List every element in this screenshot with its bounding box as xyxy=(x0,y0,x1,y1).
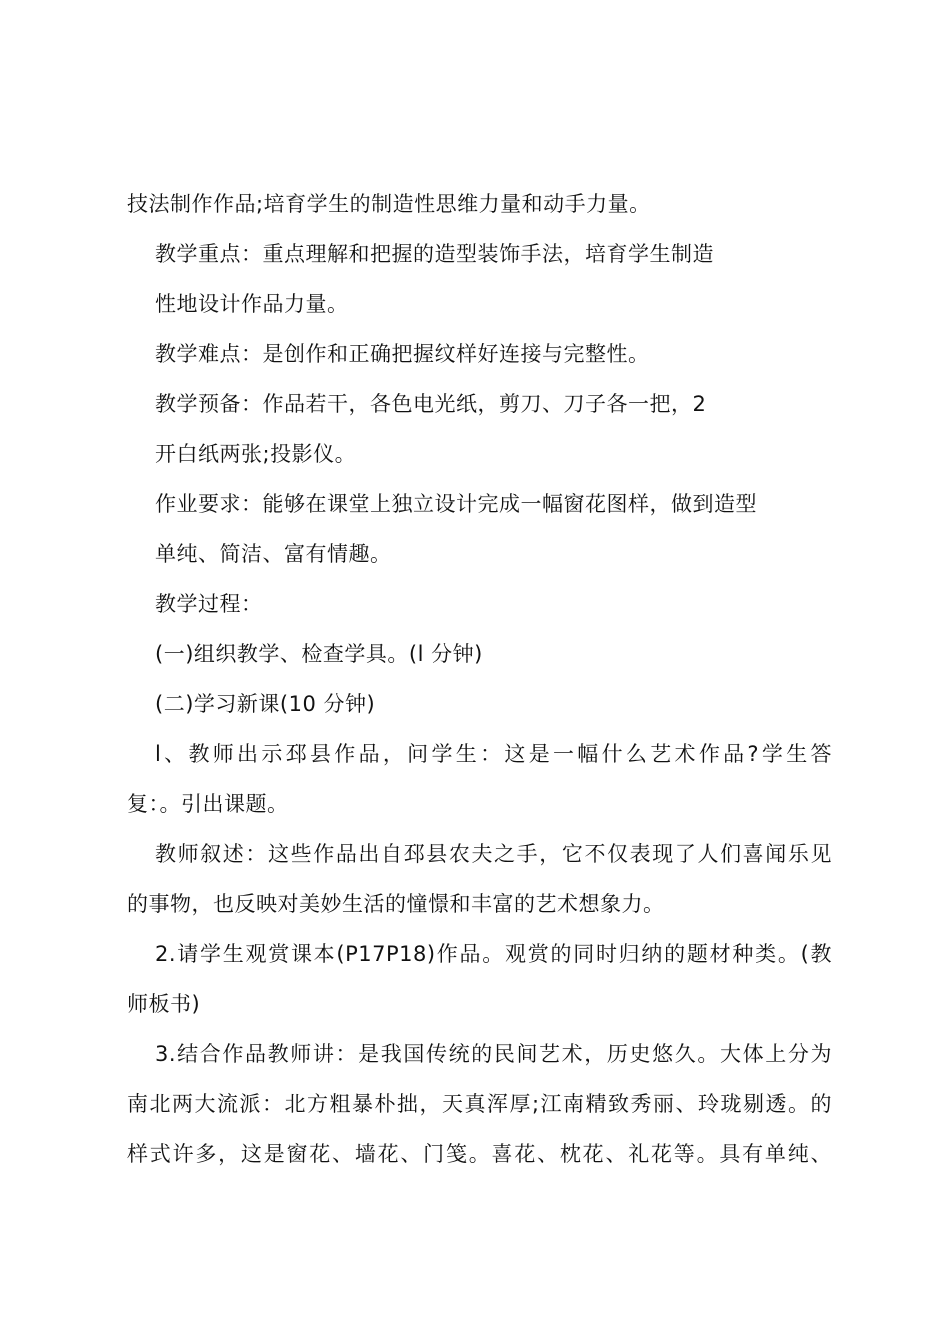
text-line: 开白纸两张;投影仪。 xyxy=(155,442,357,466)
text-line: 样式许多，这是窗花、墙花、门笺。喜花、枕花、礼花等。具有单纯、 xyxy=(127,1142,832,1166)
text-line: (二)学习新课(10 分钟) xyxy=(155,692,376,716)
text-line: 复：。引出课题。 xyxy=(127,792,289,816)
text-line: 教学难点：是创作和正确把握纹样好连接与完整性。 xyxy=(155,342,650,366)
text-line: l、教师出示邳县作品，问学生：这是一幅什么艺术作品?学生答 xyxy=(155,742,832,766)
text-line: 教学预备：作品若干，各色电光纸，剪刀、刀子各一把，2 xyxy=(155,392,707,416)
text-line: (一)组织教学、检查学具。(l 分钟) xyxy=(155,642,483,666)
text-line: 性地设计作品力量。 xyxy=(155,292,349,316)
text-line: 南北两大流派：北方粗暴朴拙，天真浑厚;江南精致秀丽、玲珑剔透。的 xyxy=(127,1092,832,1116)
text-line: 教学重点：重点理解和把握的造型装饰手法，培育学生制造 xyxy=(155,242,714,266)
text-line: 单纯、简洁、富有情趣。 xyxy=(155,542,392,566)
text-line: 教学过程： xyxy=(155,592,263,616)
text-line: 2.请学生观赏课本(P17P18)作品。观赏的同时归纳的题材种类。(教 xyxy=(155,942,832,966)
text-line: 技法制作作品;培育学生的制造性思维力量和动手力量。 xyxy=(127,192,651,216)
text-line: 作业要求：能够在课堂上独立设计完成一幅窗花图样，做到造型 xyxy=(155,492,757,516)
text-line: 3.结合作品教师讲：是我国传统的民间艺术，历史悠久。大体上分为 xyxy=(155,1042,832,1066)
text-line: 的事物，也反映对美妙生活的憧憬和丰富的艺术想象力。 xyxy=(127,892,665,916)
text-line: 教师叙述：这些作品出自邳县农夫之手，它不仅表现了人们喜闻乐见 xyxy=(155,842,832,866)
text-line: 师板书) xyxy=(127,992,201,1016)
